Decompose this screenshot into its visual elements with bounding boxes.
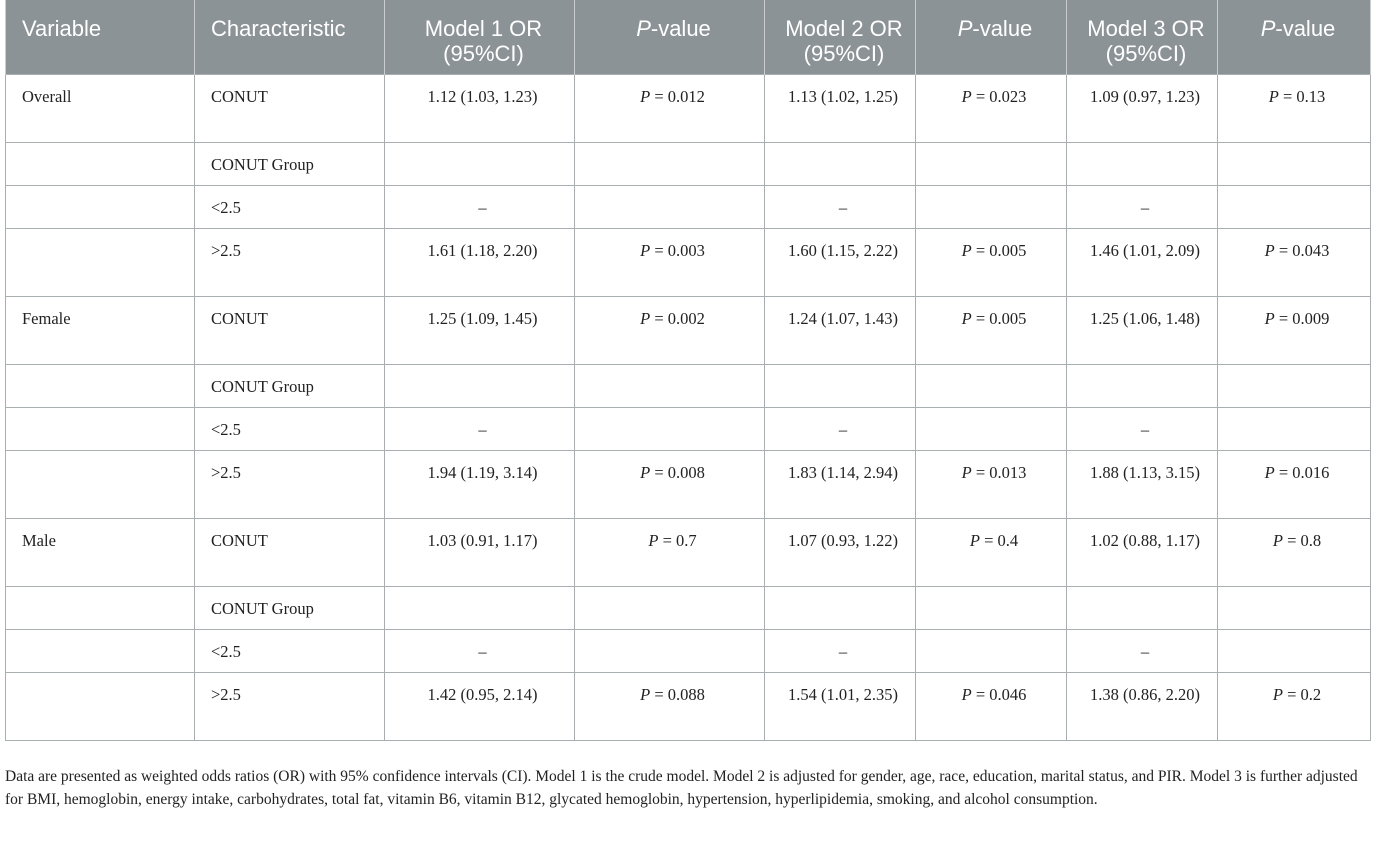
cell-characteristic: CONUT Group [195, 143, 385, 186]
cell-model2-or [765, 365, 916, 408]
cell-model2-p [916, 630, 1067, 673]
cell-model2-or: 1.83 (1.14, 2.94) [765, 451, 916, 519]
cell-characteristic: CONUT [195, 297, 385, 365]
cell-model3-or: – [1067, 408, 1218, 451]
cell-model3-p: P = 0.2 [1218, 673, 1371, 741]
cell-variable [6, 365, 195, 408]
cell-model2-p: P = 0.013 [916, 451, 1067, 519]
cell-model3-p: P = 0.8 [1218, 519, 1371, 587]
cell-characteristic: CONUT [195, 519, 385, 587]
header-model3-p: P-value [1218, 0, 1371, 75]
cell-model1-p [575, 587, 765, 630]
table-row [6, 587, 1371, 630]
cell-model1-p: P = 0.008 [575, 451, 765, 519]
cell-model2-p [916, 408, 1067, 451]
results-table [5, 0, 1371, 741]
cell-model2-or [765, 143, 916, 186]
cell-model2-or: 1.13 (1.02, 1.25) [765, 75, 916, 143]
cell-model1-p: P = 0.002 [575, 297, 765, 365]
cell-variable [6, 673, 195, 741]
header-model3-or: Model 3 OR (95%CI) [1067, 0, 1218, 75]
table-row [6, 519, 1371, 587]
header-characteristic: Characteristic [195, 0, 385, 75]
cell-model1-or [385, 365, 575, 408]
cell-variable [6, 143, 195, 186]
cell-model3-or [1067, 143, 1218, 186]
cell-model1-p [575, 143, 765, 186]
cell-variable [6, 229, 195, 297]
cell-model1-or: 1.03 (0.91, 1.17) [385, 519, 575, 587]
cell-model2-or: 1.60 (1.15, 2.22) [765, 229, 916, 297]
table-header [6, 0, 1371, 75]
cell-characteristic: <2.5 [195, 408, 385, 451]
cell-variable [6, 186, 195, 229]
cell-model2-or: – [765, 408, 916, 451]
table-row [6, 630, 1371, 673]
cell-model3-p [1218, 630, 1371, 673]
cell-model1-or: 1.25 (1.09, 1.45) [385, 297, 575, 365]
cell-model1-p: P = 0.012 [575, 75, 765, 143]
cell-characteristic: >2.5 [195, 673, 385, 741]
cell-model2-p: P = 0.005 [916, 297, 1067, 365]
cell-model3-or: 1.25 (1.06, 1.48) [1067, 297, 1218, 365]
table-row [6, 451, 1371, 519]
cell-model2-or: 1.54 (1.01, 2.35) [765, 673, 916, 741]
cell-characteristic: <2.5 [195, 630, 385, 673]
table-row [6, 297, 1371, 365]
cell-model1-p [575, 365, 765, 408]
cell-variable: Female [6, 297, 195, 365]
table-row [6, 408, 1371, 451]
table-row [6, 75, 1371, 143]
cell-characteristic: >2.5 [195, 229, 385, 297]
cell-model2-or: – [765, 186, 916, 229]
cell-model1-or [385, 143, 575, 186]
cell-variable: Male [6, 519, 195, 587]
cell-model1-or: 1.94 (1.19, 3.14) [385, 451, 575, 519]
cell-model2-p: P = 0.005 [916, 229, 1067, 297]
cell-model3-or: 1.02 (0.88, 1.17) [1067, 519, 1218, 587]
cell-model1-or: – [385, 186, 575, 229]
cell-model2-p [916, 587, 1067, 630]
cell-model1-p [575, 186, 765, 229]
cell-model2-p [916, 143, 1067, 186]
cell-model3-or: – [1067, 186, 1218, 229]
cell-variable: Overall [6, 75, 195, 143]
cell-model1-p: P = 0.003 [575, 229, 765, 297]
table-container [5, 0, 1370, 741]
cell-model1-or [385, 587, 575, 630]
table-row [6, 229, 1371, 297]
cell-model2-p: P = 0.4 [916, 519, 1067, 587]
table-body [6, 75, 1371, 741]
cell-model3-or [1067, 365, 1218, 408]
cell-variable [6, 630, 195, 673]
cell-characteristic: <2.5 [195, 186, 385, 229]
cell-characteristic: >2.5 [195, 451, 385, 519]
cell-variable [6, 408, 195, 451]
cell-model1-or: 1.61 (1.18, 2.20) [385, 229, 575, 297]
cell-model3-or: 1.88 (1.13, 3.15) [1067, 451, 1218, 519]
cell-model3-or [1067, 587, 1218, 630]
header-row [6, 0, 1371, 75]
header-variable: Variable [6, 0, 195, 75]
cell-model2-p [916, 186, 1067, 229]
header-model1-or: Model 1 OR (95%CI) [385, 0, 575, 75]
cell-model3-p: P = 0.13 [1218, 75, 1371, 143]
cell-model2-or [765, 587, 916, 630]
table-row [6, 673, 1371, 741]
header-model1-p: P-value [575, 0, 765, 75]
cell-variable [6, 587, 195, 630]
cell-model3-p [1218, 186, 1371, 229]
cell-model3-or: 1.38 (0.86, 2.20) [1067, 673, 1218, 741]
cell-model3-or: 1.09 (0.97, 1.23) [1067, 75, 1218, 143]
cell-model3-or: 1.46 (1.01, 2.09) [1067, 229, 1218, 297]
cell-model3-p: P = 0.009 [1218, 297, 1371, 365]
cell-model3-p [1218, 408, 1371, 451]
cell-model2-or: 1.24 (1.07, 1.43) [765, 297, 916, 365]
header-model2-or: Model 2 OR (95%CI) [765, 0, 916, 75]
cell-characteristic: CONUT [195, 75, 385, 143]
cell-model2-p: P = 0.046 [916, 673, 1067, 741]
cell-variable [6, 451, 195, 519]
cell-model1-p: P = 0.7 [575, 519, 765, 587]
cell-model3-p [1218, 587, 1371, 630]
table-row [6, 186, 1371, 229]
cell-model3-p [1218, 143, 1371, 186]
cell-model2-p: P = 0.023 [916, 75, 1067, 143]
cell-model2-p [916, 365, 1067, 408]
table-footnote: Data are presented as weighted odds ratios (OR) with 95% confidence intervals (CI). Model 1 is the crude model. Model 2 is adjusted for gender, age, race, education, marital status, and PIR. Model 3 is further adjusted for BMI, hemoglobin, energy intake, carbohydrates, total fat, vitamin B6, vitamin B12, glycated hemoglobin, hypertension, hyperlipidemia, smoking, and alcohol consumption. [5, 768, 1358, 808]
cell-model3-p: P = 0.043 [1218, 229, 1371, 297]
cell-characteristic: CONUT Group [195, 587, 385, 630]
table-row [6, 143, 1371, 186]
cell-model1-p [575, 408, 765, 451]
cell-model2-or: – [765, 630, 916, 673]
cell-characteristic: CONUT Group [195, 365, 385, 408]
table-row [6, 365, 1371, 408]
cell-model2-or: 1.07 (0.93, 1.22) [765, 519, 916, 587]
cell-model1-p: P = 0.088 [575, 673, 765, 741]
cell-model1-or: – [385, 408, 575, 451]
cell-model3-or: – [1067, 630, 1218, 673]
cell-model1-or: – [385, 630, 575, 673]
cell-model3-p [1218, 365, 1371, 408]
header-model2-p: P-value [916, 0, 1067, 75]
cell-model1-p [575, 630, 765, 673]
cell-model1-or: 1.42 (0.95, 2.14) [385, 673, 575, 741]
cell-model3-p: P = 0.016 [1218, 451, 1371, 519]
cell-model1-or: 1.12 (1.03, 1.23) [385, 75, 575, 143]
